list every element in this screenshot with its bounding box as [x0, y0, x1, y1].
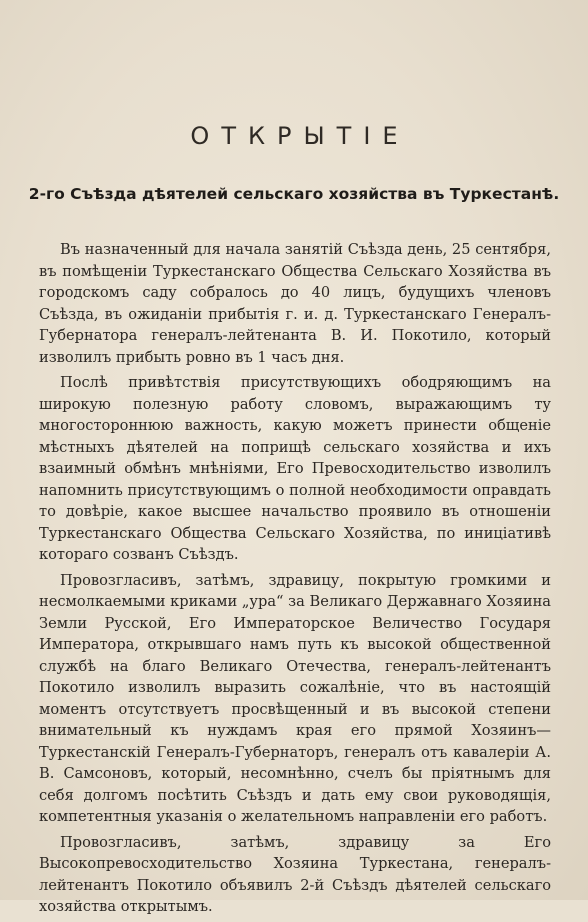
paragraph: Послѣ привѣтствія присутствующихъ ободряющимъ на широкую полезную работу словомъ, выражающимъ ту многостороннюю важность, какую можетъ принести общеніе мѣстныхъ дѣятелей на поприщѣ сельскаго хозяйства и ихъ взаимный обмѣнъ мнѣніями, Его Превосходительство изволилъ напомнить присутствующимъ о полной необходимости оправдать то довѣріе, какое высшее начальство проявило въ отношеніи Туркестанскаго Общества Сельскаго Хозяйства, по иниціативѣ котораго созванъ Съѣздъ.	[39, 374, 551, 563]
document-title: ОТКРЫТІЕ	[190, 122, 410, 150]
paragraph: Провозгласивъ, затѣмъ, здравицу, покрытую громкими и несмолкаемыми криками „ура“ за Великаго Державнаго Хозяина Земли Русской, Его Императорское Величество Государя Императора, открывшаго намъ путь къ высокой общественной службѣ на благо Великаго Отечества, генералъ-лейтенантъ Покотило изволилъ выразить сожалѣніе, что въ настоящій моментъ отсутствуетъ просвѣщенный и въ высокой степени внимательный къ нуждамъ края его прямой Хозяинъ—Туркестанскій Генералъ-Губернаторъ, генералъ отъ кавалеріи А. В. Самсоновъ, который, несомнѣнно, счелъ бы пріятнымъ для себя долгомъ посѣтить Съѣздъ и дать ему свои руководящія, компетентныя указанія о желательномъ направленіи его работъ.	[39, 571, 551, 825]
document-subtitle: 2-го Съѣзда дѣятелей сельскаго хозяйства въ Туркестанѣ.	[28, 185, 560, 203]
document-body	[39, 239, 551, 922]
paragraph: Въ назначенный для начала занятій Съѣзда день, 25 сентября, въ помѣщеніи Туркестанскаго Общества Сельскаго Хозяйства въ городскомъ саду собралось до 40 лицъ, будущихъ членовъ Съѣзда, въ ожиданіи прибытія г. и. д. Туркестанскаго Генералъ-Губернатора генералъ-лейтенанта В. И. Покотило, который изволилъ прибыть ровно въ 1 часъ дня.	[39, 241, 551, 366]
paragraph: Провозгласивъ, затѣмъ, здравицу за Его Высокопревосходительство Хозяина Туркестана, генералъ-лейтенантъ Покотило объявилъ 2-й Съѣздъ дѣятелей сельскаго хозяйства открытымъ.	[39, 833, 551, 915]
